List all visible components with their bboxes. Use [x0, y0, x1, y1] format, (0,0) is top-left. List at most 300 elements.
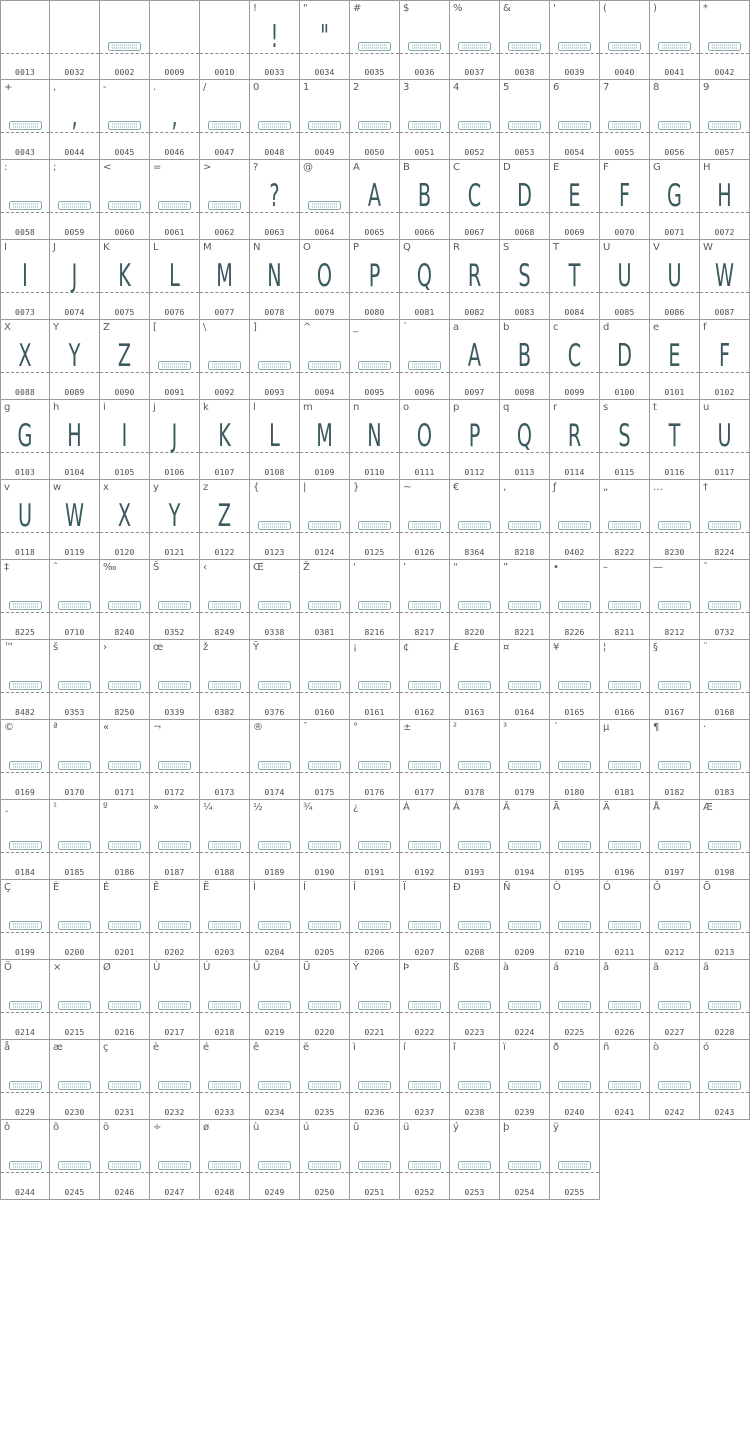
glyph-sample: W	[714, 258, 735, 294]
glyph-sample: ?	[269, 178, 280, 214]
char-label: ª	[53, 722, 58, 733]
glyph-cell	[100, 720, 150, 800]
char-code: 0044	[64, 148, 85, 157]
char-label: ë	[303, 1042, 310, 1053]
char-code: 0112	[464, 468, 485, 477]
baseline-guide	[150, 772, 199, 773]
char-code: 0172	[164, 788, 185, 797]
baseline-guide	[300, 772, 349, 773]
char-code: 8222	[614, 548, 635, 557]
char-label: ð	[553, 1042, 560, 1053]
char-label: I	[4, 242, 7, 253]
glyph-cell	[550, 240, 600, 320]
missing-glyph-box-icon	[308, 675, 341, 684]
baseline-guide	[100, 612, 149, 613]
glyph-cell	[50, 240, 100, 320]
char-code: 0101	[664, 388, 685, 397]
char-code: 0043	[14, 148, 36, 157]
char-code: 0203	[214, 948, 235, 957]
char-label: Ž	[303, 562, 310, 573]
char-code: 0163	[464, 708, 485, 717]
char-code: 0091	[164, 388, 185, 397]
baseline-guide	[650, 1092, 699, 1093]
baseline-guide	[350, 852, 399, 853]
missing-glyph-box-icon	[308, 595, 341, 604]
char-code: 0085	[614, 308, 635, 317]
char-code: 0033	[264, 68, 285, 77]
char-label: æ	[53, 1042, 63, 1053]
missing-glyph-box-icon	[58, 195, 91, 204]
char-label: •	[553, 562, 559, 573]
char-code: 0078	[264, 308, 285, 317]
glyph-cell	[650, 240, 700, 320]
missing-glyph-box-icon	[158, 195, 191, 204]
char-code: 0115	[614, 468, 635, 477]
missing-glyph-box-icon	[9, 195, 42, 204]
glyph-cell	[300, 720, 350, 800]
char-code: 8217	[414, 628, 435, 637]
glyph-cell	[200, 480, 250, 560]
char-code: 0161	[364, 708, 385, 717]
glyph-cell	[250, 880, 300, 960]
char-label: ¿	[353, 802, 359, 813]
char-code: 0381	[314, 628, 335, 637]
glyph-cell	[550, 880, 600, 960]
glyph-cell	[250, 80, 300, 160]
baseline-guide	[400, 1012, 449, 1013]
char-code: 0207	[414, 948, 435, 957]
baseline-guide	[450, 772, 499, 773]
char-code: 0073	[14, 308, 36, 317]
glyph-sample: J	[71, 258, 78, 294]
missing-glyph-box-icon	[208, 195, 241, 204]
glyph-cell	[200, 1120, 250, 1200]
baseline-guide	[250, 1092, 299, 1093]
baseline-guide	[700, 612, 749, 613]
missing-glyph-box-icon	[608, 915, 641, 924]
baseline-guide	[1, 932, 49, 933]
char-code: 0170	[64, 788, 85, 797]
baseline-guide	[200, 772, 249, 773]
glyph-cell	[50, 560, 100, 640]
char-code: 0120	[114, 548, 135, 557]
glyph-sample: Y	[68, 338, 81, 374]
glyph-cell	[400, 160, 450, 240]
baseline-guide	[50, 932, 99, 933]
char-code: 0165	[564, 708, 585, 717]
char-label: ÿ	[553, 1122, 559, 1133]
glyph-cell	[0, 1040, 50, 1120]
char-code: 0076	[164, 308, 185, 317]
glyph-cell	[350, 880, 400, 960]
char-label: ï	[503, 1042, 506, 1053]
glyph-cell	[550, 160, 600, 240]
char-code: 0167	[664, 708, 685, 717]
char-label: ¼	[203, 802, 213, 813]
char-label: ²	[453, 722, 458, 733]
char-code: 0182	[664, 788, 685, 797]
baseline-guide	[150, 612, 199, 613]
char-label: ¾	[303, 802, 313, 813]
missing-glyph-box-icon	[108, 915, 141, 924]
glyph-cell	[100, 160, 150, 240]
char-label: (	[603, 3, 607, 14]
glyph-cell	[350, 160, 400, 240]
baseline-guide	[550, 772, 599, 773]
char-code: 0065	[364, 228, 385, 237]
baseline-guide	[100, 1092, 149, 1093]
baseline-guide	[150, 852, 199, 853]
glyph-sample: N	[367, 418, 382, 454]
glyph-cell	[400, 960, 450, 1040]
char-code: 0046	[164, 148, 185, 157]
missing-glyph-box-icon	[358, 755, 391, 764]
char-code: 0088	[14, 388, 36, 397]
char-code: 0226	[614, 1028, 635, 1037]
missing-glyph-box-icon	[358, 675, 391, 684]
char-label: Ì	[253, 882, 256, 893]
baseline-guide	[100, 212, 149, 213]
char-label: -	[103, 82, 107, 93]
glyph-sample: U	[717, 418, 732, 454]
baseline-guide	[50, 1172, 99, 1173]
baseline-guide	[350, 132, 399, 133]
glyph-sample: !	[270, 19, 279, 55]
char-code: 0072	[714, 228, 735, 237]
glyph-cell	[100, 960, 150, 1040]
char-label: ´	[553, 722, 558, 733]
glyph-sample: Q	[416, 258, 433, 294]
char-label: µ	[603, 722, 610, 733]
glyph-cell	[350, 1120, 400, 1200]
baseline-guide	[250, 932, 299, 933]
missing-glyph-box-icon	[358, 1075, 391, 1084]
baseline-guide	[150, 1092, 199, 1093]
char-code: 0190	[314, 868, 335, 877]
char-label: ˆ	[53, 562, 58, 573]
char-label: ?	[253, 162, 259, 173]
glyph-cell	[300, 80, 350, 160]
baseline-guide	[650, 612, 699, 613]
char-code: 0338	[264, 628, 285, 637]
baseline-guide	[550, 932, 599, 933]
baseline-guide	[100, 132, 149, 133]
glyph-cell	[300, 160, 350, 240]
missing-glyph-box-icon	[58, 1075, 91, 1084]
char-label: î	[453, 1042, 456, 1053]
char-code: 0228	[714, 1028, 735, 1037]
baseline-guide	[50, 212, 99, 213]
missing-glyph-box-icon	[358, 515, 391, 524]
char-label: %	[453, 3, 463, 14]
baseline-guide	[450, 1012, 499, 1013]
char-code: 0063	[264, 228, 285, 237]
char-label: í	[403, 1042, 406, 1053]
missing-glyph-box-icon	[408, 355, 441, 364]
glyph-cell	[700, 480, 750, 560]
missing-glyph-box-icon	[258, 1155, 291, 1164]
baseline-guide	[250, 532, 299, 533]
glyph-cell	[600, 80, 650, 160]
missing-glyph-box-icon	[408, 595, 441, 604]
char-code: 0243	[714, 1108, 735, 1117]
char-code: 0119	[64, 548, 85, 557]
glyph-sample: F	[718, 338, 731, 374]
char-code: 0247	[164, 1188, 185, 1197]
char-code: 0039	[564, 68, 585, 77]
missing-glyph-box-icon	[308, 1075, 341, 1084]
baseline-guide	[350, 1172, 399, 1173]
glyph-cell	[700, 720, 750, 800]
glyph-cell	[600, 400, 650, 480]
missing-glyph-box-icon	[58, 995, 91, 1004]
baseline-guide	[200, 932, 249, 933]
baseline-guide	[500, 692, 549, 693]
baseline-guide	[600, 532, 649, 533]
char-label: ™	[4, 642, 14, 653]
missing-glyph-box-icon	[258, 675, 291, 684]
char-label: ½	[253, 802, 263, 813]
glyph-sample: K	[218, 418, 231, 454]
char-label: B	[403, 162, 410, 173]
char-label: å	[4, 1042, 11, 1053]
baseline-guide	[450, 932, 499, 933]
baseline-guide	[600, 932, 649, 933]
missing-glyph-box-icon	[508, 515, 541, 524]
char-code: 0339	[164, 708, 185, 717]
glyph-cell	[50, 960, 100, 1040]
char-code: 0062	[214, 228, 235, 237]
char-label: …	[653, 482, 663, 493]
char-code: 0254	[514, 1188, 535, 1197]
missing-glyph-box-icon	[458, 995, 491, 1004]
char-label: ‡	[4, 562, 9, 573]
baseline-guide	[50, 1092, 99, 1093]
char-label: ò	[653, 1042, 660, 1053]
char-label: Ç	[4, 882, 11, 893]
missing-glyph-box-icon	[9, 1155, 42, 1164]
glyph-cell	[200, 80, 250, 160]
missing-glyph-box-icon	[158, 675, 191, 684]
glyph-cell	[650, 80, 700, 160]
glyph-sample: Z	[117, 338, 132, 374]
char-code: 0081	[414, 308, 435, 317]
glyph-cell	[0, 400, 50, 480]
char-code: 0041	[664, 68, 685, 77]
char-code: 8212	[664, 628, 685, 637]
glyph-cell	[0, 800, 50, 880]
glyph-cell	[500, 480, 550, 560]
char-code: 0250	[314, 1188, 335, 1197]
char-label: ¨	[703, 642, 708, 653]
char-code: 0064	[314, 228, 335, 237]
char-label: Ê	[153, 882, 160, 893]
char-code: 0052	[464, 148, 485, 157]
baseline-guide	[700, 1092, 749, 1093]
char-code: 8230	[664, 548, 685, 557]
char-code: 0187	[164, 868, 185, 877]
char-label: œ	[153, 642, 164, 653]
char-code: 0246	[114, 1188, 135, 1197]
missing-glyph-box-icon	[558, 36, 591, 45]
char-code: 0042	[714, 68, 735, 77]
missing-glyph-box-icon	[408, 835, 441, 844]
baseline-guide	[500, 772, 549, 773]
char-label: t	[653, 402, 657, 413]
char-code: 0121	[164, 548, 185, 557]
char-label: ó	[703, 1042, 710, 1053]
char-code: 0224	[514, 1028, 535, 1037]
char-code: 0107	[214, 468, 235, 477]
char-code: 0082	[464, 308, 485, 317]
char-label: v	[4, 482, 10, 493]
baseline-guide	[450, 132, 499, 133]
missing-glyph-box-icon	[358, 115, 391, 124]
char-label: ^	[303, 322, 312, 333]
char-code: 0048	[264, 148, 285, 157]
baseline-guide	[1, 132, 49, 133]
missing-glyph-box-icon	[308, 995, 341, 1004]
glyph-sample: G	[667, 178, 682, 214]
glyph-sample: R	[467, 258, 482, 294]
char-label: 7	[603, 82, 610, 93]
missing-glyph-box-icon	[158, 1075, 191, 1084]
char-label: ±	[403, 722, 412, 733]
missing-glyph-box-icon	[258, 835, 291, 844]
baseline-guide	[300, 852, 349, 853]
baseline-guide	[100, 772, 149, 773]
glyph-sample: H	[717, 178, 732, 214]
char-label: x	[103, 482, 109, 493]
glyph-cell	[300, 320, 350, 400]
baseline-guide	[300, 1172, 349, 1173]
char-label: Ò	[553, 882, 561, 893]
glyph-cell	[450, 800, 500, 880]
missing-glyph-box-icon	[258, 595, 291, 604]
missing-glyph-box-icon	[258, 115, 291, 124]
char-label: g	[4, 402, 11, 413]
glyph-cell	[350, 800, 400, 880]
baseline-guide	[250, 772, 299, 773]
char-code: 0213	[714, 948, 735, 957]
baseline-guide	[350, 932, 399, 933]
baseline-guide	[350, 1092, 399, 1093]
missing-glyph-box-icon	[458, 1075, 491, 1084]
glyph-sample: I	[121, 418, 128, 454]
missing-glyph-box-icon	[558, 515, 591, 524]
glyph-cell	[50, 880, 100, 960]
glyph-cell	[150, 80, 200, 160]
char-label: á	[553, 962, 560, 973]
glyph-cell	[400, 480, 450, 560]
glyph-sample: H	[67, 418, 82, 454]
missing-glyph-box-icon	[208, 995, 241, 1004]
baseline-guide	[600, 692, 649, 693]
baseline-guide	[700, 932, 749, 933]
glyph-cell	[400, 640, 450, 720]
glyph-cell	[400, 1120, 450, 1200]
char-code: 0049	[314, 148, 335, 157]
char-label: n	[353, 402, 360, 413]
glyph-cell	[450, 160, 500, 240]
char-code: 0077	[214, 308, 235, 317]
baseline-guide	[550, 612, 599, 613]
char-code: 0095	[364, 388, 385, 397]
char-label: Å	[653, 802, 660, 813]
char-label: ”	[503, 562, 509, 573]
glyph-sample: Z	[217, 498, 232, 534]
missing-glyph-box-icon	[558, 995, 591, 1004]
char-label: ¤	[503, 642, 510, 653]
glyph-cell	[700, 0, 750, 80]
missing-glyph-box-icon	[558, 595, 591, 604]
char-code: 0236	[364, 1108, 385, 1117]
glyph-cell	[300, 240, 350, 320]
glyph-cell	[450, 560, 500, 640]
missing-glyph-box-icon	[9, 995, 42, 1004]
char-code: 0215	[64, 1028, 85, 1037]
glyph-cell	[700, 400, 750, 480]
char-code: 0225	[564, 1028, 585, 1037]
glyph-cell	[350, 0, 400, 80]
baseline-guide	[450, 532, 499, 533]
baseline-guide	[50, 612, 99, 613]
missing-glyph-box-icon	[658, 515, 691, 524]
baseline-guide	[50, 772, 99, 773]
baseline-guide	[250, 1012, 299, 1013]
baseline-guide	[600, 772, 649, 773]
baseline-guide	[200, 372, 249, 373]
baseline-guide	[400, 1172, 449, 1173]
missing-glyph-box-icon	[108, 595, 141, 604]
char-label: Y	[53, 322, 60, 333]
char-label: €	[453, 482, 460, 493]
glyph-cell	[100, 1040, 150, 1120]
baseline-guide	[700, 772, 749, 773]
char-code: 0103	[14, 468, 36, 477]
char-label: G	[653, 162, 661, 173]
glyph-cell	[400, 0, 450, 80]
missing-glyph-box-icon	[308, 515, 341, 524]
glyph-cell	[700, 1040, 750, 1120]
missing-glyph-box-icon	[508, 835, 541, 844]
glyph-sample: A	[367, 178, 382, 214]
baseline-guide	[400, 852, 449, 853]
baseline-guide	[650, 852, 699, 853]
baseline-guide	[700, 1012, 749, 1013]
char-code: 0248	[214, 1188, 235, 1197]
missing-glyph-box-icon	[108, 195, 141, 204]
missing-glyph-box-icon	[58, 1155, 91, 1164]
char-code: 0239	[514, 1108, 535, 1117]
glyph-cell	[700, 160, 750, 240]
baseline-guide	[400, 932, 449, 933]
char-label: Ø	[103, 962, 111, 973]
missing-glyph-box-icon	[58, 755, 91, 764]
char-label: *	[703, 3, 708, 14]
missing-glyph-box-icon	[208, 1075, 241, 1084]
char-label: ž	[203, 642, 209, 653]
glyph-cell	[500, 720, 550, 800]
missing-glyph-box-icon	[408, 36, 441, 45]
char-label: '	[553, 3, 556, 14]
glyph-sample: G	[17, 418, 33, 454]
char-code: 0179	[514, 788, 535, 797]
char-label: `	[403, 322, 408, 333]
char-code: 0217	[164, 1028, 185, 1037]
glyph-sample: B	[517, 338, 532, 374]
missing-glyph-box-icon	[458, 515, 491, 524]
